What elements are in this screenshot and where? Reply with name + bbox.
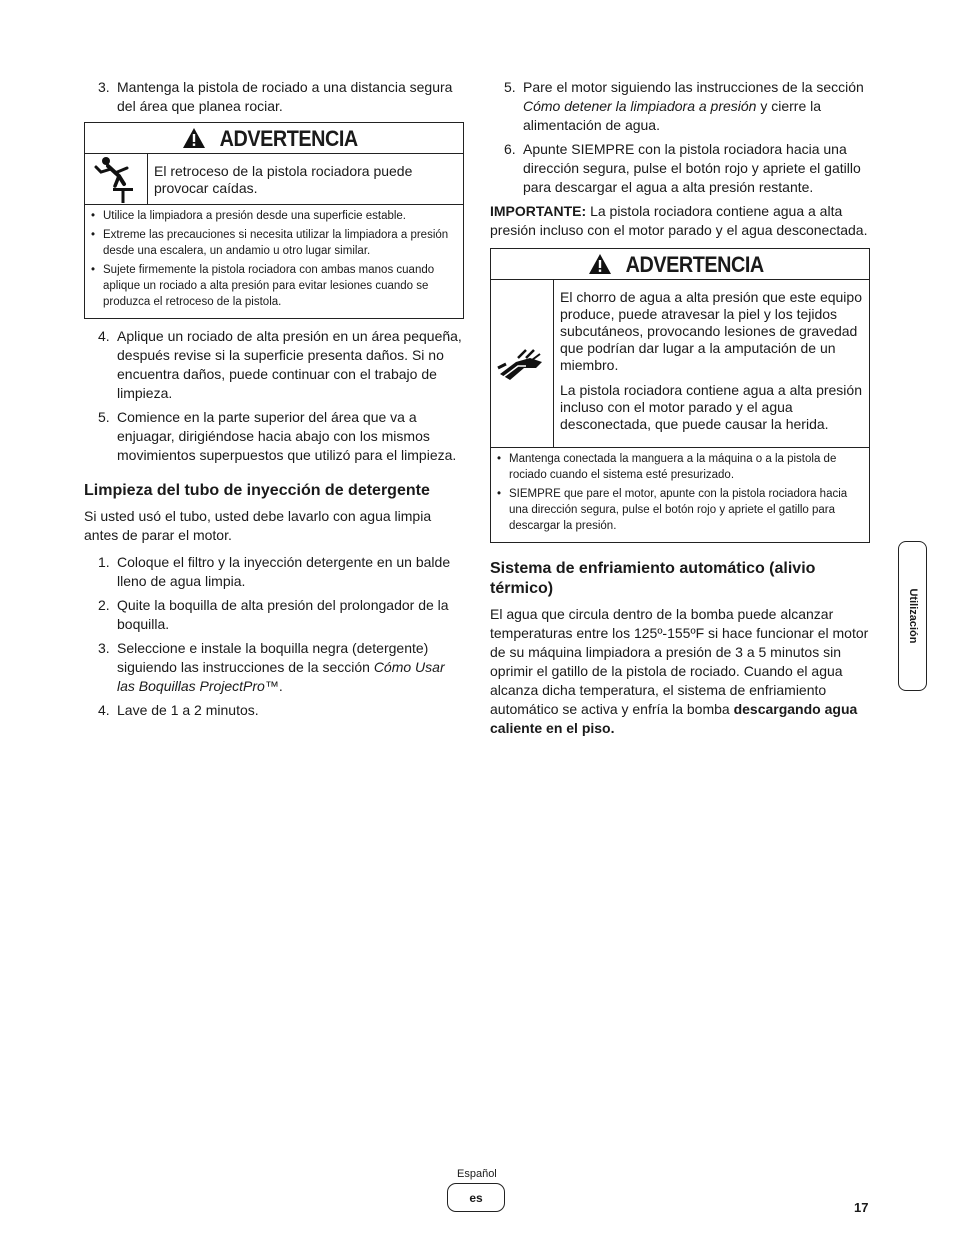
- paragraph: El agua que circula dentro de la bomba puede alcanzar temperaturas entre los 125º-155ºF si hace funcionar el motor de su máquina limpiadora a presión de 3 a 5 minutos sin oprimir el gatillo de la pistola de rociado. Cuando el agua alcanza dicha temperatura, el sistema de enfriamiento automático se activa y enfría la bomba descargando agua caliente en el piso.: [490, 606, 869, 736]
- warning-box-recoil: [84, 122, 464, 319]
- page-number: 17: [854, 1200, 869, 1215]
- section-heading: Sistema de enfriamiento automático (alivio térmico): [490, 560, 816, 597]
- list-item: 1. Coloque el filtro y la inyección detergente en un balde lleno de agua limpia.: [98, 554, 451, 589]
- warning-header: [491, 249, 869, 280]
- left-column: [84, 78, 464, 725]
- language-code-badge: es: [447, 1183, 505, 1212]
- warning-title: ADVERTENCIA: [219, 125, 359, 151]
- section-heading: Limpieza del tubo de inyección de detergente: [84, 482, 430, 499]
- list-item: • SIEMPRE que pare el motor, apunte con la pistola rociadora hacia una dirección segura, pulse el botón rojo y apriete el gatillo para descargar la presión.: [497, 488, 848, 532]
- warning-triangle-icon: [588, 253, 612, 275]
- list-item: • Sujete firmemente la pistola rociadora con ambas manos cuando aplique un rociado a alta presión para evitar lesiones cuando se produzca el retroceso de la pistola.: [91, 264, 435, 308]
- list-item: • Mantenga conectada la manguera a la máquina o a la pistola de rociado cuando el sistema esté presurizado.: [497, 453, 837, 481]
- warning-triangle-icon: [182, 127, 206, 149]
- warning-bullets: [491, 448, 869, 542]
- list-item: 4. Lave de 1 a 2 minutos.: [98, 702, 259, 718]
- warning-body: El retroceso de la pistola rociadora puede provocar caídas.: [154, 163, 413, 196]
- injection-hazard-icon: [491, 280, 554, 447]
- right-column: [490, 78, 870, 746]
- section-tab-label: Utilización: [906, 588, 919, 644]
- warning-box-injection: [490, 248, 870, 543]
- paragraph: Si usted usó el tubo, usted debe lavarlo con agua limpia antes de parar el motor.: [84, 508, 432, 543]
- list-item: 2. Quite la boquilla de alta presión del prolongador de la boquilla.: [98, 597, 449, 632]
- warning-header: [85, 123, 463, 154]
- list-item: 4. Aplique un rociado de alta presión en un área pequeña, después revise si la superficie presenta daños. Si no encuentra daños, puede continuar con el trabajo de limpieza.: [98, 328, 462, 401]
- warning-body: El chorro de agua a alta presión que este equipo produce, puede atravesar la piel y los tejidos subcutáneos, provocando lesiones de gravedad que podrían dar lugar a la amputación de un miembro. La pistola rociadora contiene agua a alta presión incluso con el motor parado y el agua desconectada, que puede causar la herida.: [560, 289, 862, 432]
- important-note: IMPORTANTE: La pistola rociadora contiene agua a alta presión incluso con el motor parado y el agua desconectada.: [490, 203, 868, 238]
- list-item: 5. Pare el motor siguiendo las instrucciones de la sección Cómo detener la limpiadora a presión y cierre la alimentación de agua.: [504, 79, 864, 133]
- language-label: Español: [457, 1168, 497, 1180]
- fall-hazard-icon: [85, 154, 148, 204]
- section-tab: [898, 541, 927, 691]
- list-item: 3. Mantenga la pistola de rociado a una distancia segura del área que planea rociar.: [98, 79, 453, 114]
- list-item: • Utilice la limpiadora a presión desde una superficie estable.: [91, 210, 407, 222]
- section-reference: Cómo detener la limpiadora a presión: [523, 98, 757, 114]
- list-item: 3. Seleccione e instale la boquilla negra (detergente) siguiendo las instrucciones de la sección Cómo Usar las Boquillas ProjectPro™.: [98, 640, 445, 694]
- warning-title: ADVERTENCIA: [625, 251, 765, 277]
- list-item: 5. Comience en la parte superior del área que va a enjuagar, dirigiéndose hacia abajo con los mismos movimientos superpuestos que utilizó para el limpieza.: [98, 409, 457, 463]
- warning-bullets: [85, 205, 463, 318]
- section-reference: Cómo Usar las Boquillas ProjectPro™: [117, 659, 445, 694]
- list-item: 6. Apunte SIEMPRE con la pistola rociadora hacia una dirección segura, pulse el botón rojo y apriete el gatillo para descargar el agua a alta presión restante.: [504, 141, 861, 195]
- list-item: • Extreme las precauciones si necesita utilizar la limpiadora a presión desde una escalera, un andamio u otro lugar similar.: [91, 229, 449, 257]
